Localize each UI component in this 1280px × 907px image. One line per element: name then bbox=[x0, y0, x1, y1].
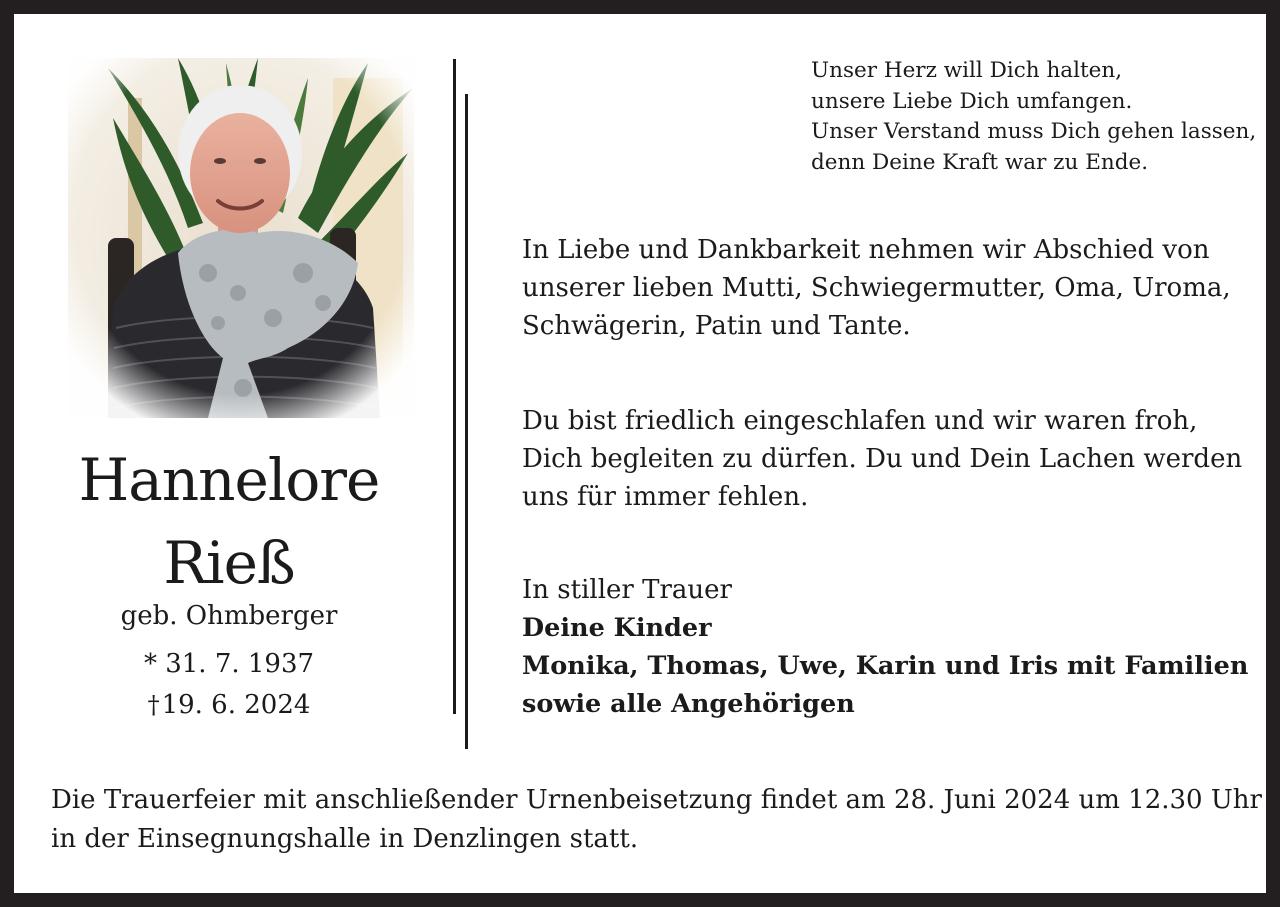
mourners-intro: In stiller Trauer bbox=[522, 575, 732, 605]
last-name: Rieß bbox=[163, 529, 295, 597]
death-line bbox=[68, 692, 390, 718]
poem-line: Unser Verstand muss Dich gehen lassen, bbox=[811, 119, 1257, 144]
remembrance-paragraph bbox=[522, 402, 1242, 516]
text-line: Schwägerin, Patin und Tante. bbox=[522, 311, 911, 341]
mourners-children: Deine Kinder bbox=[522, 613, 712, 643]
mourners-block bbox=[522, 571, 1249, 723]
text-line: In Liebe und Dankbarkeit nehmen wir Abschied von bbox=[522, 235, 1210, 265]
divider-line-left bbox=[453, 59, 456, 714]
dagger-icon: † bbox=[147, 691, 160, 719]
funeral-info-line: Die Trauerfeier mit anschließender Urnenbeisetzung findet am 28. Juni 2024 um 12.30 Uhr bbox=[51, 785, 1262, 815]
text-line: Du bist friedlich eingeschlafen und wir waren froh, bbox=[522, 406, 1198, 436]
text-line: unserer lieben Mutti, Schwiegermutter, Oma, Uroma, bbox=[522, 273, 1231, 303]
mourners-names: Monika, Thomas, Uwe, Karin und Iris mit Familien bbox=[522, 651, 1249, 681]
portrait-photo-graphic bbox=[68, 58, 414, 418]
mourners-relatives: sowie alle Angehörigen bbox=[522, 689, 855, 719]
poem-line: denn Deine Kraft war zu Ende. bbox=[811, 149, 1149, 175]
obituary-notice bbox=[14, 14, 1266, 893]
text-line: Dich begleiten zu dürfen. Du und Dein Lachen werden bbox=[522, 444, 1243, 474]
first-name: Hannelore bbox=[78, 446, 380, 514]
funeral-info bbox=[51, 781, 1262, 859]
farewell-paragraph bbox=[522, 231, 1242, 345]
birth-name: geb. Ohmberger bbox=[120, 601, 338, 631]
divider-line-right bbox=[465, 94, 468, 749]
poem-line: unsere Liebe Dich umfangen. bbox=[811, 88, 1133, 114]
birth-date: * 31. 7. 1937 bbox=[143, 649, 315, 679]
poem-line: Unser Herz will Dich halten, bbox=[811, 58, 1123, 83]
portrait-photo bbox=[68, 58, 414, 418]
poem bbox=[811, 56, 1257, 178]
death-date: 19. 6. 2024 bbox=[161, 690, 311, 720]
text-line: uns für immer fehlen. bbox=[522, 482, 809, 512]
funeral-info-line: in der Einsegnungshalle in Denzlingen statt. bbox=[51, 824, 639, 854]
